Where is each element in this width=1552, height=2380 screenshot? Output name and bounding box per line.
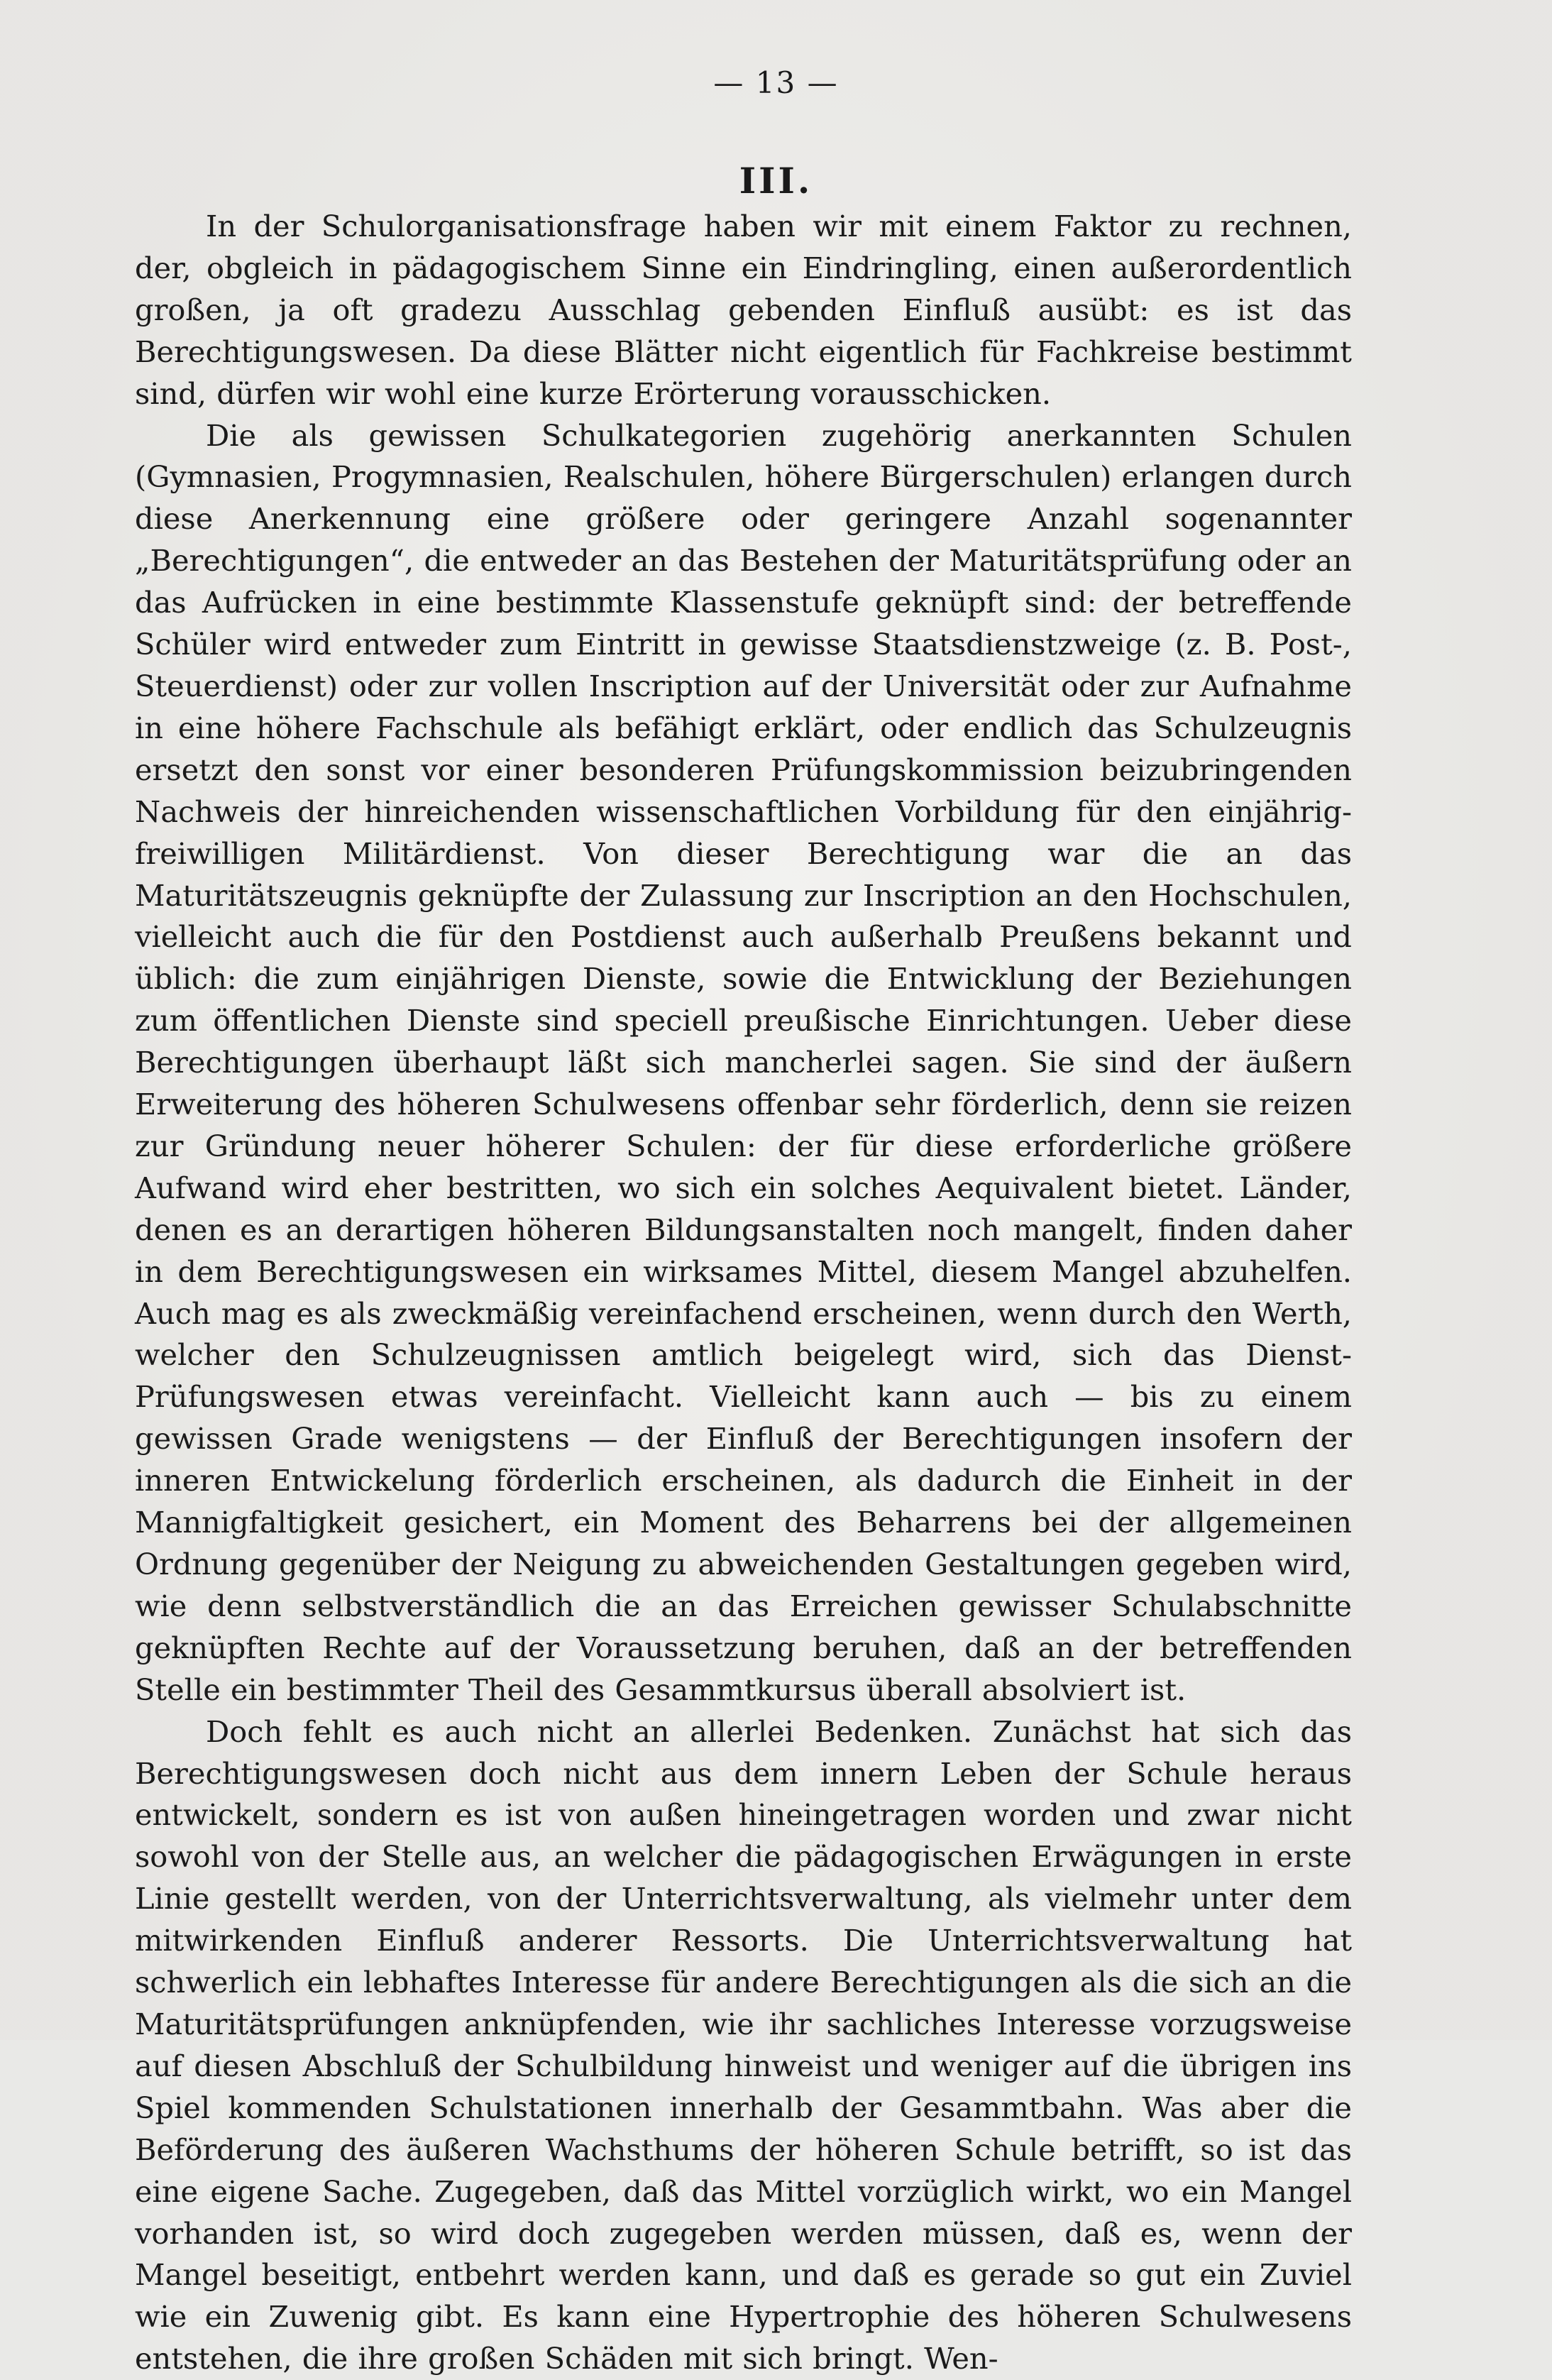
- chapter-title: III.: [739, 160, 813, 202]
- paragraph-1: In der Schulorganisationsfrage haben wir mit einem Faktor zu rechnen, der, obgleich in pädagogischem Sinne ein Eindringling, einen außerordentlich großen, ja oft gradezu Ausschlag gebenden Einfluß ausübt: es ist das Berechtigungswesen. Da diese Blätter nicht eigentlich für Fachkreise bestimmt sind, dürfen wir wohl eine kurze Erörterung vorausschicken.: [135, 209, 1352, 411]
- page-number: — 13 —: [713, 65, 839, 100]
- paragraph-2: Die als gewissen Schulkategorien zugehörig anerkannten Schulen (Gymnasien, Progymnasien, Realschulen, höhere Bürgerschulen) erlangen durch diese Anerkennung eine größere oder geringere Anzahl sogenannter „Berechtigungen“, die entweder an das Bestehen der Maturitätsprüfung oder an das Aufrücken in eine bestimmte Klassenstufe geknüpft sind: der betreffende Schüler wird entweder zum Eintritt in gewisse Staatsdienstzweige (z. B. Post-, Steuerdienst) oder zur vollen Inscription auf der Universität oder zur Aufnahme in eine höhere Fachschule als befähigt erklärt, oder endlich das Schulzeugnis ersetzt den sonst vor einer besonderen Prüfungskommission beizubringenden Nachweis der hinreichenden wissenschaftlichen Vorbildung für den einjährig-freiwilligen Militärdienst. Von dieser Berechtigung war die an das Maturitätszeugnis geknüpfte der Zulassung zur Inscription an den Hochschulen, vielleicht auch die für den Postdienst auch außerhalb Preußens bekannt und üblich: die zum einjährigen Dienste, sowie die Entwicklung der Beziehungen zum öffentlichen Dienste sind speciell preußische Einrichtungen. Ueber diese Berechtigungen überhaupt läßt sich mancherlei sagen. Sie sind der äußern Erweiterung des höheren Schulwesens offenbar sehr förderlich, denn sie reizen zur Gründung neuer höherer Schulen: der für diese erforderliche größere Aufwand wird eher bestritten, wo sich ein solches Aequivalent bietet. Länder, denen es an derartigen höheren Bildungsanstalten noch mangelt, finden daher in dem Berechtigungswesen ein wirksames Mittel, diesem Mangel abzuhelfen. Auch mag es als zweckmäßig vereinfachend erscheinen, wenn durch den Werth, welcher den Schulzeugnissen amtlich beigelegt wird, sich das Dienst-Prüfungswesen etwas vereinfacht. Vielleicht kann auch — bis zu einem gewissen Grade wenigstens — der Einfluß der Berechtigungen insofern der inneren Entwickelung förderlich erscheinen, als dadurch die Einheit in der Mannigfaltigkeit gesichert, ein Moment des Beharrens bei der allgemeinen Ordnung gegenüber der Neigung zu abweichenden Gestaltungen gegeben wird, wie denn selbstverständlich die an das Erreichen gewisser Schulabschnitte geknüpften Rechte auf der Voraussetzung beruhen, daß an der betreffenden Stelle ein bestimmter Theil des Gesammtkursus überall absolviert ist.: [135, 417, 1352, 1707]
- body-text: [135, 206, 1352, 2376]
- paragraph-3: Doch fehlt es auch nicht an allerlei Bedenken. Zunächst hat sich das Berechtigungswesen doch nicht aus dem innern Leben der Schule heraus entwickelt, sondern es ist von außen hineingetragen worden und zwar nicht sowohl von der Stelle aus, an welcher die pädagogischen Erwägungen in erste Linie gestellt werden, von der Unterrichtsverwaltung, als vielmehr unter dem mitwirkenden Einfluß anderer Ressorts. Die Unterrichtsverwaltung hat schwerlich ein lebhaftes Interesse für andere Berechtigungen als die sich an die Maturitätsprüfungen anknüpfenden, wie ihr sachliches Interesse vorzugsweise auf diesen Abschluß der Schulbildung hinweist und weniger auf die übrigen ins Spiel kommenden Schulstationen innerhalb der Gesammtbahn. Was aber die Beförderung des äußeren Wachsthums der höheren Schule betrifft, so ist das eine eigene Sache. Zugegeben, daß das Mittel vorzüglich wirkt, wo ein Mangel vorhanden ist, so wird doch zugegeben werden müssen, daß es, wenn der Mangel beseitigt, entbehrt werden kann, und daß es gerade so gut ein Zuviel wie ein Zuwenig gibt. Es kann eine Hypertrophie des höheren Schulwesens entstehen, die ihre großen Schäden mit sich bringt. Wen-: [135, 1713, 1352, 2376]
